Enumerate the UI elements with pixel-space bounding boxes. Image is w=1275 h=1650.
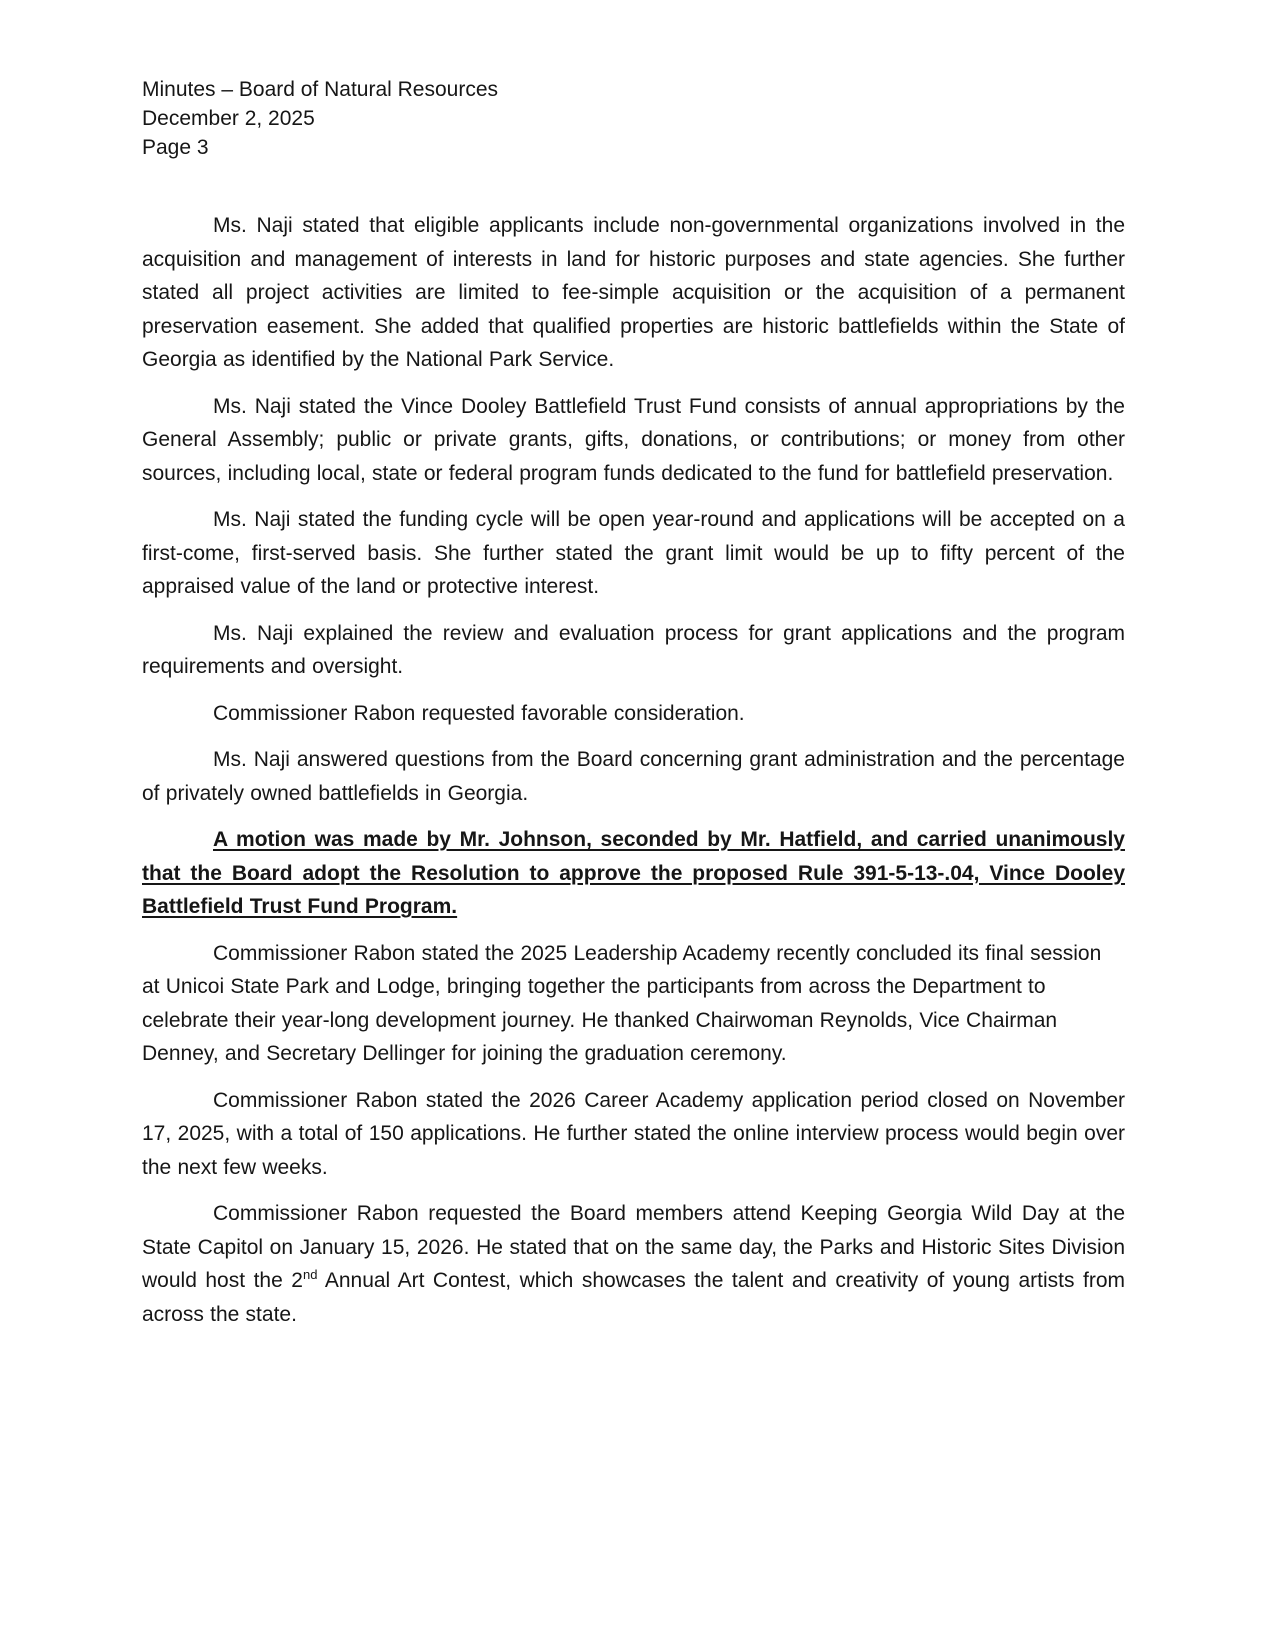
paragraph-6 (142, 743, 1125, 810)
header-title: Minutes – Board of Natural Resources (142, 78, 499, 101)
paragraph-7 (142, 823, 1125, 924)
superscript-ordinal: nd (302, 1267, 318, 1282)
paragraph-10 (142, 1197, 1125, 1331)
text-run: Commissioner Rabon stated the 2025 Leadership Academy recently concluded its final session at Unicoi State Park and Lodge, bringing together the participants from across the Department to celebrate their year-long development journey. He thanked Chairwoman Reynolds, Vice Chairman Denney, and Secretary Dellinger for joining the graduation ceremony. (142, 941, 1102, 1065)
document-header (142, 75, 1125, 162)
header-date: December 2, 2025 (142, 107, 315, 130)
text-run: Ms. Naji answered questions from the Board concerning grant administration and the percentage of privately owned battlefields in Georgia. (142, 748, 1125, 805)
paragraph-4 (142, 617, 1125, 684)
text-run: Ms. Naji stated the funding cycle will be open year-round and applications will be accepted on a first-come, first-served basis. She further stated the grant limit would be up to fifty percent of the appraised value of the land or protective interest. (142, 508, 1125, 598)
text-run: Ms. Naji explained the review and evaluation process for grant applications and the program requirements and oversight. (142, 621, 1125, 678)
text-run: Ms. Naji stated the Vince Dooley Battlefield Trust Fund consists of annual appropriations by the General Assembly; public or private grants, gifts, donations, or contributions; or money from other sources, including local, state or federal program funds dedicated to the fund for battlefield preservation. (142, 394, 1125, 485)
text-run: Commissioner Rabon requested favorable consideration. (213, 701, 745, 725)
document-body (142, 209, 1125, 1331)
text-run: Ms. Naji stated that eligible applicants include non-governmental organizations involved in the acquisition and management of interests in land for historic purposes and state agencies. She further stated all project activities are limited to fee-simple acquisition or the acquisition of a permanent preservation easement. She added that qualified properties are historic battlefields within the State of Georgia as identified by the National Park Service. (142, 214, 1125, 371)
paragraph-3 (142, 503, 1125, 604)
text-run: Commissioner Rabon requested the Board members attend Keeping Georgia Wild Day at the State Capitol on January 15, 2026. He stated that on the same day, the Parks and Historic Sites Division would host the 2 (142, 1202, 1125, 1292)
paragraph-8 (142, 937, 1125, 1071)
text-run: A motion was made by Mr. Johnson, seconded by Mr. Hatfield, and carried unanimously that the Board adopt the Resolution to approve the proposed Rule 391-5-13-.04, Vince Dooley Battlefield Trust Fund Program. (142, 828, 1125, 918)
header-page-number: Page 3 (142, 136, 209, 159)
paragraph-1 (142, 209, 1125, 377)
paragraph-5 (142, 697, 1125, 731)
text-run: Commissioner Rabon stated the 2026 Career Academy application period closed on November 17, 2025, with a total of 150 applications. He further stated the online interview process would begin over the next few weeks. (142, 1088, 1125, 1179)
paragraph-9 (142, 1084, 1125, 1185)
paragraph-2 (142, 390, 1125, 491)
text-run: Annual Art Contest, which showcases the talent and creativity of young artists from across the state. (142, 1269, 1126, 1326)
